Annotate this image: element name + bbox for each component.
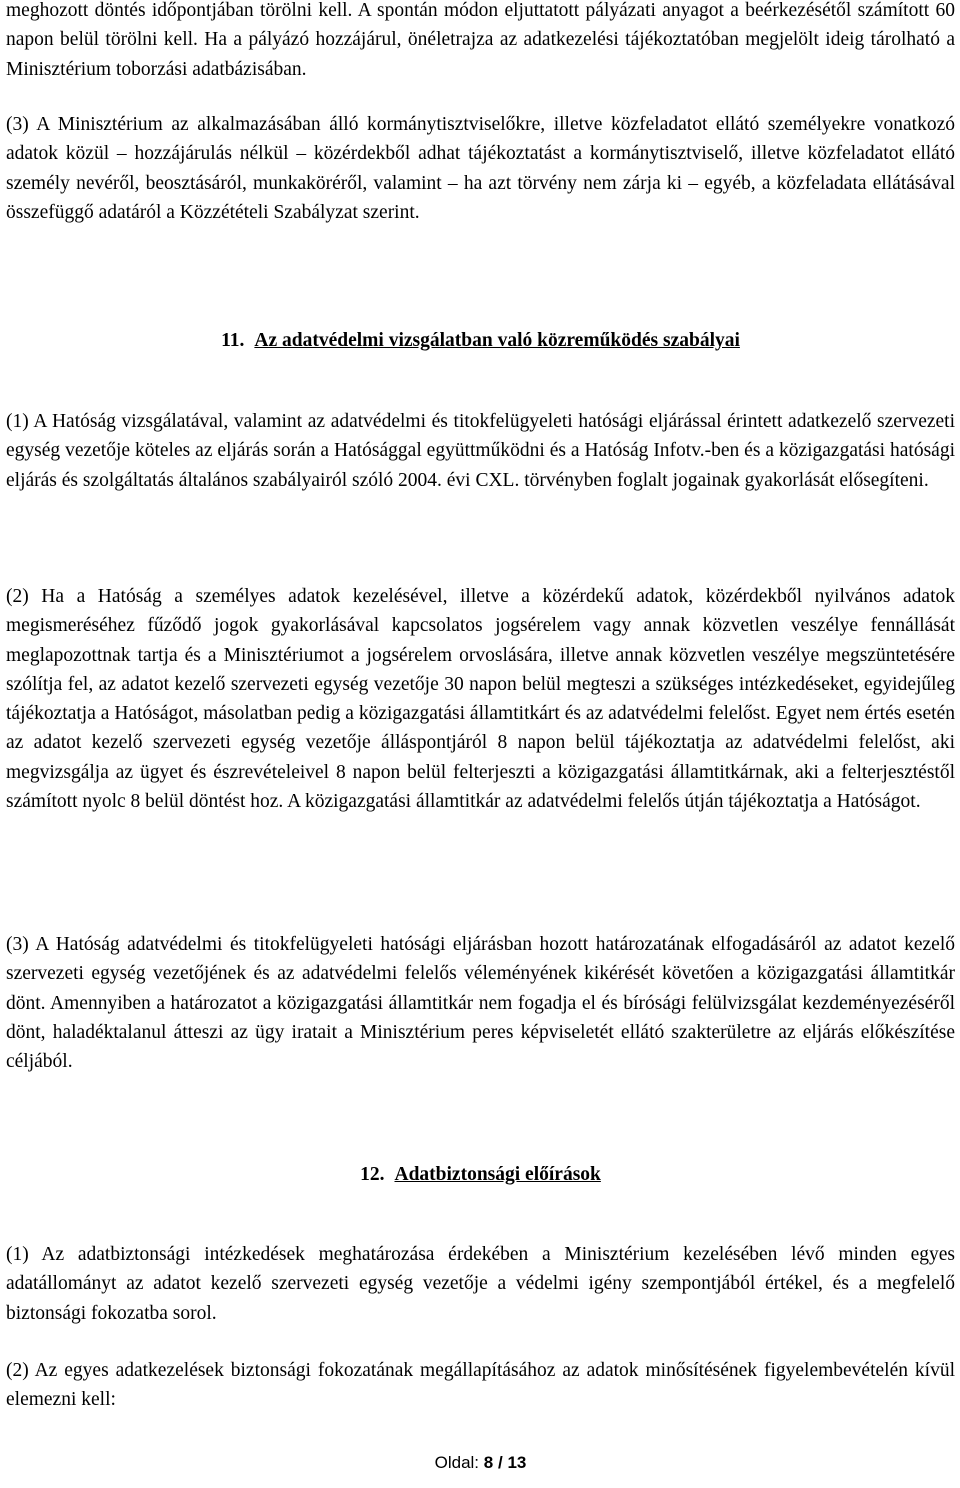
section-12-title: Adatbiztonsági előírások — [394, 1164, 601, 1185]
section-12-paragraph-2: (2) Az egyes adatkezelések biztonsági fokozatának megállapításához az adatok minősítésének figyelembevételén kívül elemezni kell: — [6, 1360, 955, 1411]
section-11-paragraph-2: (2) Ha a Hatóság a személyes adatok kezelésével, illetve a közérdekű adatok, közérdekből nyilvános adatok megismeréséhez fűződő jogok gyakorlásával kapcsolatos jogsérelem vagy annak közvetlen veszélye fennállását meglapozottnak tartja és a Minisztériumot a jogsérelem orvoslására, illetve annak közvetlen veszélye megszüntetésére szólítja fel, az adatot kezelő szervezeti egység vezetője 30 napon belül megteszi a szükséges intézkedéseket, egyidejűleg tájékoztatja a Hatóságot, másolatban pedig a közigazgatási államtitkárt és az adatvédelmi felelőst. Egyet nem értés esetén az adatot kezelő szervezeti egység vezetője álláspontjáról 8 napon belül tájékoztatja az adatvédelmi felelőst, aki megvizsgálja az ügyet és észrevételeivel 8 napon belül felterjeszti a közigazgatási államtitkárnak, aki a felterjesztéstől számított nyolc 8 belül döntést hoz. A közigazgatási államtitkár az adatvédelmi felelős útján tájékoztatja a Hatóságot. — [6, 586, 955, 813]
section-12-paragraph-1: (1) Az adatbiztonsági intézkedések meghatározása érdekében a Minisztérium kezelésében lévő minden egyes adatállományt az adatot kezelő szervezeti egység vezetője a védelmi igény szempontjából értékel, és a megfelelő biztonsági fokozatba sorol. — [6, 1244, 955, 1324]
section-11-number: 11. — [221, 330, 245, 351]
section-11-title: Az adatvédelmi vizsgálatban való közreműködés szabályai — [254, 330, 740, 351]
section-12-heading — [6, 1160, 955, 1189]
page-total: 13 — [507, 1453, 527, 1472]
section-11-heading — [6, 326, 955, 355]
page-separator: / — [497, 1453, 503, 1472]
page-label: Oldal: — [434, 1453, 480, 1472]
page-current: 8 — [483, 1453, 494, 1472]
section-11-paragraph-3: (3) A Hatóság adatvédelmi és titokfelügyeleti hatósági eljárásban hozott határozatának elfogadásáról az adatot kezelő szervezeti egység vezetőjének és az adatvédelmi felelős véleményének kikérését követően a közigazgatási államtitkár dönt. Amennyiben a határozatot a közigazgatási államtitkár nem fogadja el és bírósági felülvizsgálat kezdeményezéséről dönt, haladéktalanul átteszi az ügy iratait a Minisztérium peres képviseletét ellátó szakterületre az eljárás előkészítése céljából. — [6, 934, 955, 1073]
intro-paragraph: meghozott döntés időpontjában törölni kell. A spontán módon eljuttatott pályázati anyagot a beérkezésétől számított 60 napon belül törölni kell. Ha a pályázó hozzájárul, önéletrajza az adatkezelési tájékoztatóban megjelölt ideig tárolható a Minisztérium toborzási adatbázisában. — [6, 0, 955, 80]
page-footer — [6, 1451, 955, 1475]
section-12-number: 12. — [360, 1164, 385, 1185]
section-11-paragraph-1: (1) A Hatóság vizsgálatával, valamint az adatvédelmi és titokfelügyeleti hatósági eljárással érintett adatkezelő szervezeti egység vezetője köteles az eljárás során a Hatósággal együttműködni és a Hatóság Infotv.-ben és a közigazgatási hatósági eljárás és szolgáltatás általános szabályairól szóló 2004. évi CXL. törvényben foglalt jogainak gyakorlását elősegíteni. — [6, 411, 955, 491]
paragraph-3-employee-data: (3) A Minisztérium az alkalmazásában álló kormánytisztviselőkre, illetve közfeladatot ellátó személyekre vonatkozó adatok közül – hozzájárulás nélkül – közérdekből adhat tájékoztatást a kormánytisztviselő, illetve közfeladatot ellátó személy nevéről, beosztásáról, munkaköréről, valamint – ha azt törvény nem zárja ki – egyéb, a közfeladata ellátásával összefüggő adatáról a Közzétételi Szabályzat szerint. — [6, 114, 955, 223]
